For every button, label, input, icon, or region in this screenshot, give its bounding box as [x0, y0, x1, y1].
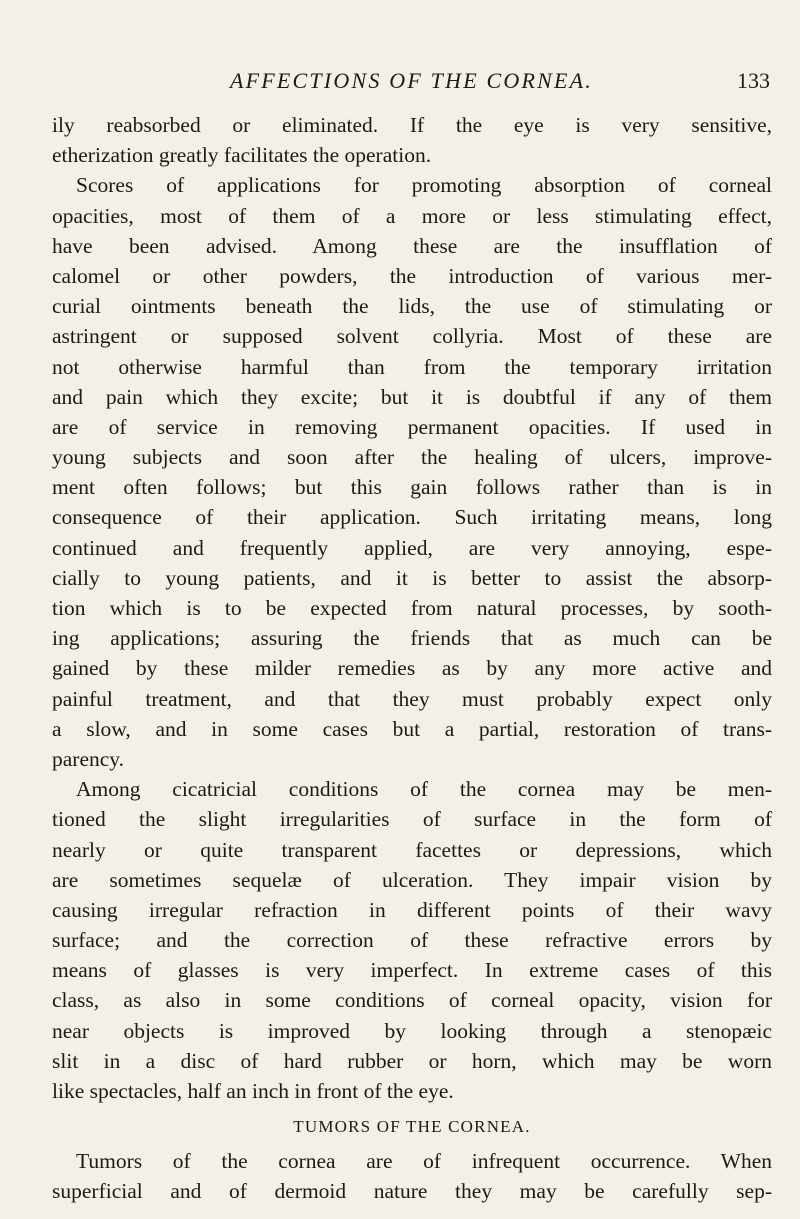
running-head [230, 68, 770, 108]
text-line: Tumors of the cornea are of infrequent occurrence. When [76, 1149, 772, 1174]
text-line: slit in a disc of hard rubber or horn, which may be worn [52, 1048, 772, 1073]
text-line: opacities, most of them of a more or less stimulating effect, [52, 203, 772, 228]
text-line: ing applications; assuring the friends that as much can be [52, 626, 772, 651]
text-line: etherization greatly facilitates the operation. [52, 143, 432, 168]
text-line: not otherwise harmful than from the temporary irritation [52, 354, 772, 379]
text-line: surface; and the correction of these refractive errors by [52, 928, 772, 953]
text-line: young subjects and soon after the healing of ulcers, improve- [52, 445, 772, 470]
text-line: tion which is to be expected from natural processes, by sooth- [52, 596, 772, 620]
text-line: class, as also in some conditions of corneal opacity, vision for [52, 988, 772, 1013]
text-line: gained by these milder remedies as by any more active and [52, 656, 772, 681]
text-line: a slow, and in some cases but a partial, restoration of trans- [52, 716, 772, 741]
text-line: nearly or quite transparent facettes or depressions, which [52, 837, 772, 862]
text-line: continued and frequently applied, are very annoying, espe- [52, 535, 772, 560]
text-line: ily reabsorbed or eliminated. If the eye is very sensitive, [52, 113, 772, 137]
text-line: Scores of applications for promoting absorption of corneal [76, 173, 772, 198]
text-line: are of service in removing permanent opacities. If used in [52, 414, 772, 439]
body-text [52, 110, 772, 1207]
text-line: superficial and of dermoid nature they may be carefully sep- [52, 1179, 772, 1204]
text-line: and pain which they excite; but it is doubtful if any of them [52, 384, 772, 409]
text-line: have been advised. Among these are the insufflation of [52, 233, 772, 258]
text-line: astringent or supposed solvent collyria. Most of these are [52, 324, 772, 349]
running-title: AFFECTIONS OF THE CORNEA. [230, 68, 593, 93]
text-line: Among cicatricial conditions of the cornea may be men- [76, 777, 772, 802]
text-line: causing irregular refraction in different points of their wavy [52, 897, 772, 922]
text-line: means of glasses is very imperfect. In extreme cases of this [52, 958, 772, 983]
text-line: calomel or other powders, the introduction of various mer- [52, 263, 772, 288]
text-line: tioned the slight irregularities of surface in the form of [52, 807, 772, 832]
text-line: curial ointments beneath the lids, the use of stimulating or [52, 294, 772, 319]
text-line: painful treatment, and that they must probably expect only [52, 686, 772, 711]
page-number: 133 [737, 68, 770, 93]
section-heading: TUMORS OF THE CORNEA. [293, 1117, 531, 1137]
text-line: consequence of their application. Such irritating means, long [52, 505, 772, 530]
text-line: cially to young patients, and it is better to assist the absorp- [52, 565, 772, 590]
text-line: are sometimes sequelæ of ulceration. They impair vision by [52, 867, 772, 892]
text-line: ment often follows; but this gain follows rather than is in [52, 475, 772, 500]
text-line: near objects is improved by looking through a stenopæic [52, 1018, 772, 1043]
text-line: like spectacles, half an inch in front of the eye. [52, 1079, 454, 1103]
text-line: parency. [52, 746, 125, 771]
